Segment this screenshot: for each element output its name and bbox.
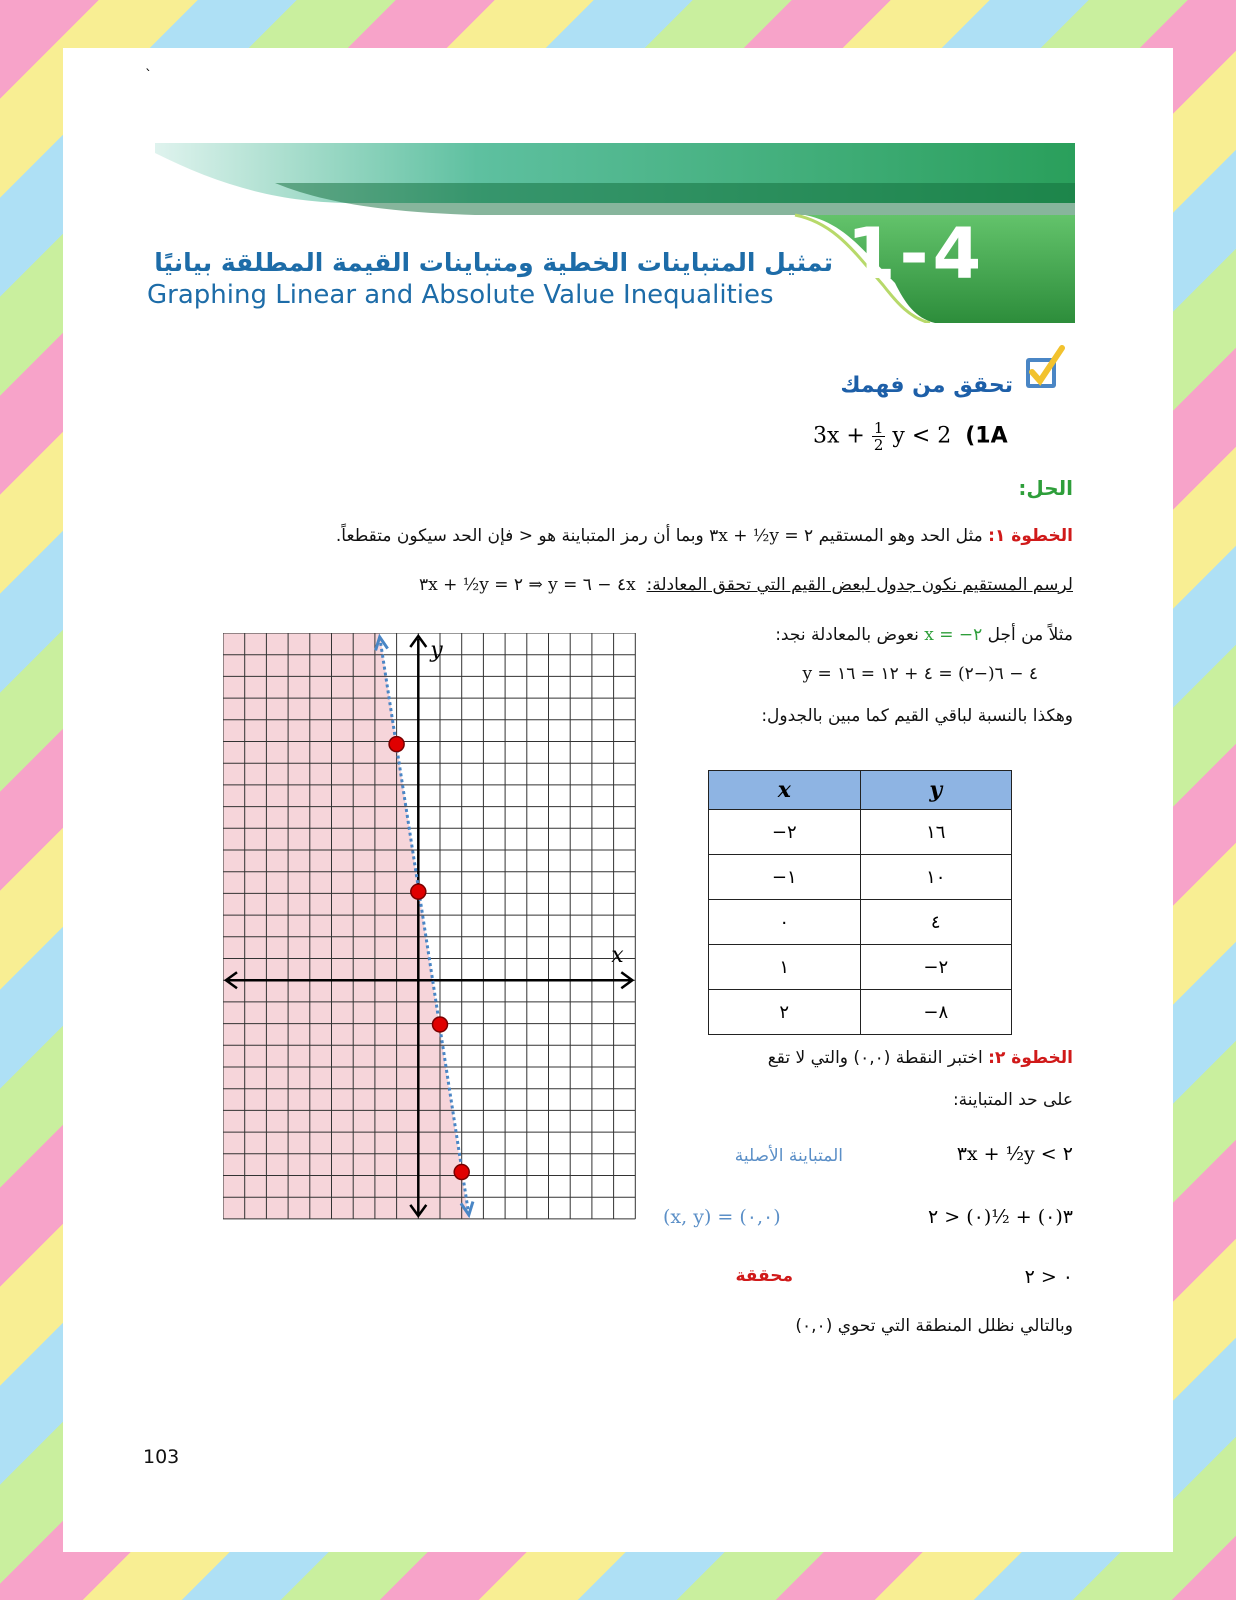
lesson-title-english: Graphing Linear and Absolute Value Inequalities	[147, 280, 774, 310]
step1b-equation: ٣x + ½y = ٢ ⇒ y = ٤ − ٦x	[418, 575, 636, 595]
values-table	[708, 770, 1012, 1035]
step1-equation: ٣x + ½y = ٢	[709, 526, 814, 546]
fraction-numerator: 1	[873, 419, 884, 437]
table-cell: ٢	[709, 990, 861, 1035]
step1-text2: وبما أن رمز المتباينة هو < فإن الحد سيكون متقطعاً.	[335, 526, 704, 546]
step-1-table-intro	[83, 575, 1073, 595]
plot-point	[411, 884, 426, 899]
coordinate-graph	[223, 633, 643, 1233]
step2-label: الخطوة ٢:	[988, 1048, 1073, 1068]
table-row	[709, 810, 1012, 855]
table-row	[709, 900, 1012, 945]
table-note: وهكذا بالنسبة لباقي القيم كما مبين بالجدول:	[761, 706, 1073, 726]
original-inequality: ٣x + ½y < ٢	[956, 1143, 1073, 1165]
table-cell: −٢	[860, 945, 1012, 990]
test-substitution: ٣(٠) + ½(٠) < ٢	[928, 1206, 1073, 1228]
table-cell: −٨	[860, 990, 1012, 1035]
fraction-denominator: 2	[873, 436, 884, 454]
problem-label: (1A	[965, 423, 1008, 449]
step1-label: الخطوة ١:	[988, 526, 1073, 546]
problem-1a	[813, 420, 1063, 453]
example-line	[623, 625, 1073, 645]
table-header-x: x	[709, 771, 861, 810]
table-row	[709, 855, 1012, 900]
comparison: ٠ < ٢	[1024, 1266, 1073, 1288]
fraction	[872, 420, 886, 453]
solution-label: الحل:	[1018, 476, 1073, 500]
test-point: (x, y) = (٠,٠)	[663, 1206, 781, 1228]
table-row	[709, 990, 1012, 1035]
calculation: y = ٤ − ٦(−٢) = ٤ + ١٢ = ١٦	[802, 664, 1038, 684]
plot-point	[433, 1017, 448, 1032]
lesson-title-arabic: تمثيل المتباينات الخطية ومتباينات القيمة المطلقة بيانيًا	[154, 248, 833, 277]
table-row	[709, 945, 1012, 990]
step1-text: مثل الحد وهو المستقيم	[818, 526, 983, 546]
example-text2: نعوض بالمعادلة نجد:	[775, 625, 919, 645]
page-number: 103	[143, 1446, 180, 1468]
table-header-row	[709, 771, 1012, 810]
stray-mark: `	[145, 68, 152, 84]
shaded-region	[223, 633, 469, 1219]
x-axis-label: x	[611, 943, 624, 969]
table-cell: ١٠	[860, 855, 1012, 900]
page	[63, 48, 1173, 1552]
original-inequality-label: المتباينة الأصلية	[734, 1146, 843, 1166]
example-text: مثلاً من أجل	[987, 625, 1073, 645]
conclusion: وبالتالي نظلل المنطقة التي تحوي (٠,٠)	[795, 1316, 1073, 1336]
lesson-number: 1-4	[846, 213, 986, 295]
table-cell: ١٦	[860, 810, 1012, 855]
problem-lhs: 3x +	[813, 423, 865, 449]
checkmark-icon	[1018, 344, 1068, 394]
check-understanding-title: تحقق من فهمك	[840, 373, 1013, 398]
table-cell: ٤	[860, 900, 1012, 945]
table-cell: ٠	[709, 900, 861, 945]
step-2	[623, 1048, 1073, 1068]
table-cell: ١	[709, 945, 861, 990]
step1b-text: لرسم المستقيم نكون جدول لبعض القيم التي تحقق المعادلة:	[646, 575, 1073, 595]
table-cell: −٢	[709, 810, 861, 855]
example-value: x = −٢	[924, 625, 983, 645]
step-1	[83, 526, 1073, 546]
y-axis-label: y	[430, 638, 443, 663]
step-2-continued: على حد المتباينة:	[952, 1090, 1073, 1110]
plot-point	[389, 737, 404, 752]
problem-rhs: y < 2	[892, 423, 952, 449]
table-cell: −١	[709, 855, 861, 900]
plot-point	[454, 1165, 469, 1180]
step2-text: اختبر النقطة (٠,٠) والتي لا تقع	[767, 1048, 983, 1068]
table-header-y: y	[860, 771, 1012, 810]
verified-label: محققة	[735, 1266, 793, 1286]
